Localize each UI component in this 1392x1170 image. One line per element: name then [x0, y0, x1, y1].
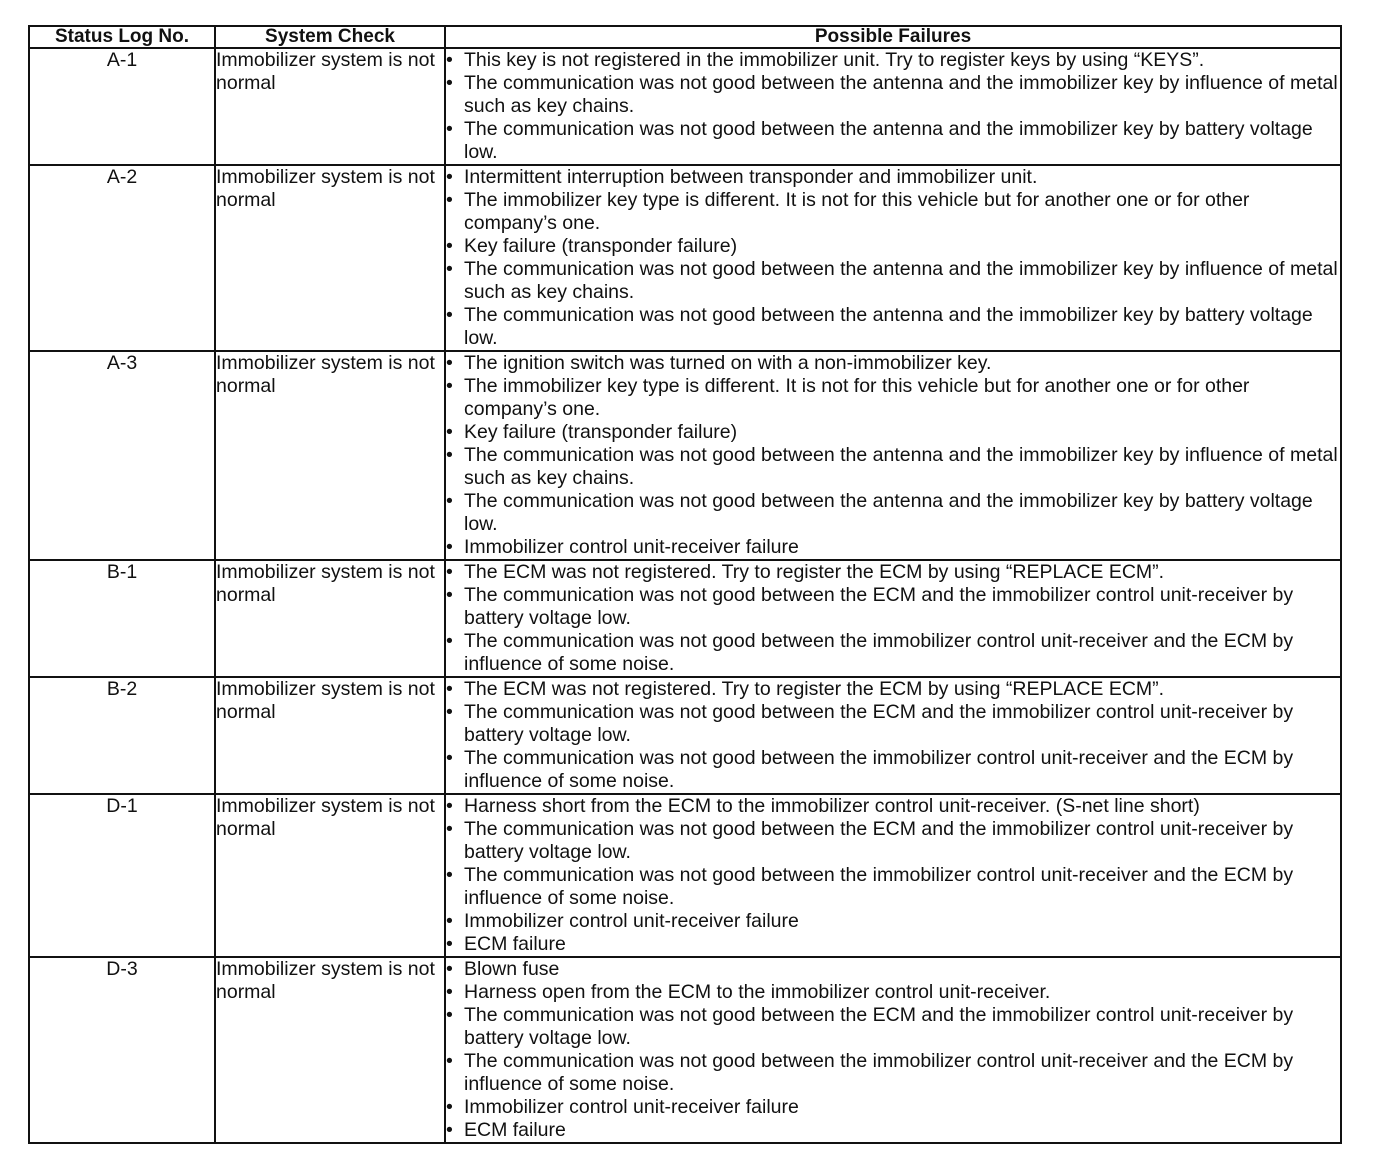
- failure-text: Key failure (transponder failure): [464, 235, 738, 257]
- bullet-icon: •: [446, 258, 453, 280]
- failure-list: [446, 561, 1340, 676]
- system-check-cell: Immobilizer system is not normal: [215, 957, 445, 1143]
- table-row: [29, 48, 1341, 165]
- bullet-icon: •: [446, 444, 453, 466]
- failure-text: The communication was not good between the immobilizer control unit-receiver and the ECM by influence of some noise.: [464, 864, 1294, 909]
- failure-list: [446, 795, 1340, 956]
- table-row: [29, 794, 1341, 957]
- bullet-icon: •: [446, 1096, 453, 1118]
- failure-list: [446, 49, 1340, 164]
- table-row: [29, 165, 1341, 351]
- table-row: [29, 351, 1341, 560]
- list-item: [446, 1096, 1340, 1119]
- failure-list: [446, 678, 1340, 793]
- bullet-icon: •: [446, 1050, 453, 1072]
- table-row: [29, 957, 1341, 1143]
- bullet-icon: •: [446, 49, 453, 71]
- status-log-no-cell: A-1: [29, 48, 215, 165]
- list-item: [446, 352, 1340, 375]
- list-item: [446, 584, 1340, 630]
- failure-text: Immobilizer control unit-receiver failure: [464, 1096, 799, 1118]
- list-item: [446, 1004, 1340, 1050]
- failure-text: Intermittent interruption between transponder and immobilizer unit.: [464, 166, 1038, 188]
- status-log-no-cell: A-2: [29, 165, 215, 351]
- list-item: [446, 189, 1340, 235]
- possible-failures-cell: [445, 794, 1341, 957]
- failure-text: The communication was not good between the immobilizer control unit-receiver and the ECM by influence of some noise.: [464, 1050, 1294, 1095]
- list-item: [446, 795, 1340, 818]
- failure-text: The immobilizer key type is different. It is not for this vehicle but for another one or for other company’s one.: [464, 189, 1250, 234]
- possible-failures-cell: [445, 560, 1341, 677]
- status-log-no-cell: A-3: [29, 351, 215, 560]
- bullet-icon: •: [446, 1119, 453, 1141]
- failure-text: This key is not registered in the immobilizer unit. Try to register keys by using “KEYS”.: [464, 49, 1205, 71]
- failure-text: The communication was not good between the ECM and the immobilizer control unit-receiver by battery voltage low.: [464, 1004, 1294, 1049]
- system-check-cell: Immobilizer system is not normal: [215, 351, 445, 560]
- bullet-icon: •: [446, 630, 453, 652]
- bullet-icon: •: [446, 118, 453, 140]
- bullet-icon: •: [446, 958, 453, 980]
- header-status-log-no: Status Log No.: [29, 26, 215, 48]
- possible-failures-cell: [445, 957, 1341, 1143]
- bullet-icon: •: [446, 561, 453, 583]
- failure-text: The communication was not good between the ECM and the immobilizer control unit-receiver by battery voltage low.: [464, 701, 1294, 746]
- failure-list: [446, 352, 1340, 559]
- failure-text: ECM failure: [464, 933, 566, 955]
- list-item: [446, 444, 1340, 490]
- bullet-icon: •: [446, 747, 453, 769]
- failure-text: Immobilizer control unit-receiver failure: [464, 910, 799, 932]
- table-row: [29, 560, 1341, 677]
- failure-text: Key failure (transponder failure): [464, 421, 738, 443]
- failure-text: The communication was not good between the antenna and the immobilizer key by battery voltage low.: [464, 490, 1313, 535]
- failure-text: The communication was not good between the antenna and the immobilizer key by influence of metal such as key chains.: [464, 72, 1338, 117]
- system-check-cell: Immobilizer system is not normal: [215, 677, 445, 794]
- system-check-cell: Immobilizer system is not normal: [215, 48, 445, 165]
- list-item: [446, 630, 1340, 676]
- bullet-icon: •: [446, 352, 453, 374]
- list-item: [446, 678, 1340, 701]
- system-check-cell: Immobilizer system is not normal: [215, 165, 445, 351]
- list-item: [446, 864, 1340, 910]
- bullet-icon: •: [446, 864, 453, 886]
- list-item: [446, 375, 1340, 421]
- failure-text: Blown fuse: [464, 958, 560, 980]
- failure-text: The communication was not good between the immobilizer control unit-receiver and the ECM by influence of some noise.: [464, 630, 1294, 675]
- possible-failures-cell: [445, 677, 1341, 794]
- list-item: [446, 421, 1340, 444]
- list-item: [446, 72, 1340, 118]
- bullet-icon: •: [446, 818, 453, 840]
- status-log-no-cell: B-1: [29, 560, 215, 677]
- list-item: [446, 166, 1340, 189]
- list-item: [446, 1119, 1340, 1142]
- possible-failures-cell: [445, 165, 1341, 351]
- failure-list: [446, 166, 1340, 350]
- failure-text: The communication was not good between the immobilizer control unit-receiver and the ECM by influence of some noise.: [464, 747, 1294, 792]
- failure-text: Immobilizer control unit-receiver failure: [464, 536, 799, 558]
- failure-text: The communication was not good between the ECM and the immobilizer control unit-receiver by battery voltage low.: [464, 584, 1294, 629]
- list-item: [446, 818, 1340, 864]
- bullet-icon: •: [446, 584, 453, 606]
- list-item: [446, 49, 1340, 72]
- failure-text: The communication was not good between the antenna and the immobilizer key by battery voltage low.: [464, 304, 1313, 349]
- failure-list: [446, 958, 1340, 1142]
- list-item: [446, 958, 1340, 981]
- header-system-check: System Check: [215, 26, 445, 48]
- possible-failures-cell: [445, 351, 1341, 560]
- bullet-icon: •: [446, 536, 453, 558]
- status-log-no-cell: D-1: [29, 794, 215, 957]
- status-log-table: [28, 25, 1342, 1144]
- bullet-icon: •: [446, 1004, 453, 1026]
- failure-text: Harness short from the ECM to the immobilizer control unit-receiver. (S-net line short): [464, 795, 1200, 817]
- bullet-icon: •: [446, 304, 453, 326]
- bullet-icon: •: [446, 235, 453, 257]
- list-item: [446, 235, 1340, 258]
- table-body: [29, 48, 1341, 1143]
- list-item: [446, 536, 1340, 559]
- bullet-icon: •: [446, 933, 453, 955]
- failure-text: The communication was not good between the antenna and the immobilizer key by influence of metal such as key chains.: [464, 444, 1338, 489]
- bullet-icon: •: [446, 701, 453, 723]
- list-item: [446, 304, 1340, 350]
- status-log-no-cell: D-3: [29, 957, 215, 1143]
- list-item: [446, 981, 1340, 1004]
- bullet-icon: •: [446, 189, 453, 211]
- failure-text: Harness open from the ECM to the immobilizer control unit-receiver.: [464, 981, 1051, 1003]
- failure-text: The communication was not good between the antenna and the immobilizer key by battery voltage low.: [464, 118, 1313, 163]
- list-item: [446, 490, 1340, 536]
- list-item: [446, 747, 1340, 793]
- list-item: [446, 1050, 1340, 1096]
- bullet-icon: •: [446, 981, 453, 1003]
- status-log-no-cell: B-2: [29, 677, 215, 794]
- failure-text: The ECM was not registered. Try to register the ECM by using “REPLACE ECM”.: [464, 678, 1165, 700]
- bullet-icon: •: [446, 166, 453, 188]
- bullet-icon: •: [446, 910, 453, 932]
- bullet-icon: •: [446, 375, 453, 397]
- list-item: [446, 118, 1340, 164]
- failure-text: The communication was not good between the antenna and the immobilizer key by influence of metal such as key chains.: [464, 258, 1338, 303]
- failure-text: The communication was not good between the ECM and the immobilizer control unit-receiver by battery voltage low.: [464, 818, 1294, 863]
- table-header-row: [29, 26, 1341, 48]
- failure-text: ECM failure: [464, 1119, 566, 1141]
- failure-text: The ECM was not registered. Try to register the ECM by using “REPLACE ECM”.: [464, 561, 1165, 583]
- bullet-icon: •: [446, 421, 453, 443]
- failure-text: The immobilizer key type is different. It is not for this vehicle but for another one or for other company’s one.: [464, 375, 1250, 420]
- header-possible-failures: Possible Failures: [445, 26, 1341, 48]
- possible-failures-cell: [445, 48, 1341, 165]
- list-item: [446, 933, 1340, 956]
- bullet-icon: •: [446, 795, 453, 817]
- list-item: [446, 910, 1340, 933]
- list-item: [446, 701, 1340, 747]
- list-item: [446, 561, 1340, 584]
- system-check-cell: Immobilizer system is not normal: [215, 794, 445, 957]
- bullet-icon: •: [446, 678, 453, 700]
- bullet-icon: •: [446, 490, 453, 512]
- list-item: [446, 258, 1340, 304]
- failure-text: The ignition switch was turned on with a non-immobilizer key.: [464, 352, 992, 374]
- table-row: [29, 677, 1341, 794]
- system-check-cell: Immobilizer system is not normal: [215, 560, 445, 677]
- bullet-icon: •: [446, 72, 453, 94]
